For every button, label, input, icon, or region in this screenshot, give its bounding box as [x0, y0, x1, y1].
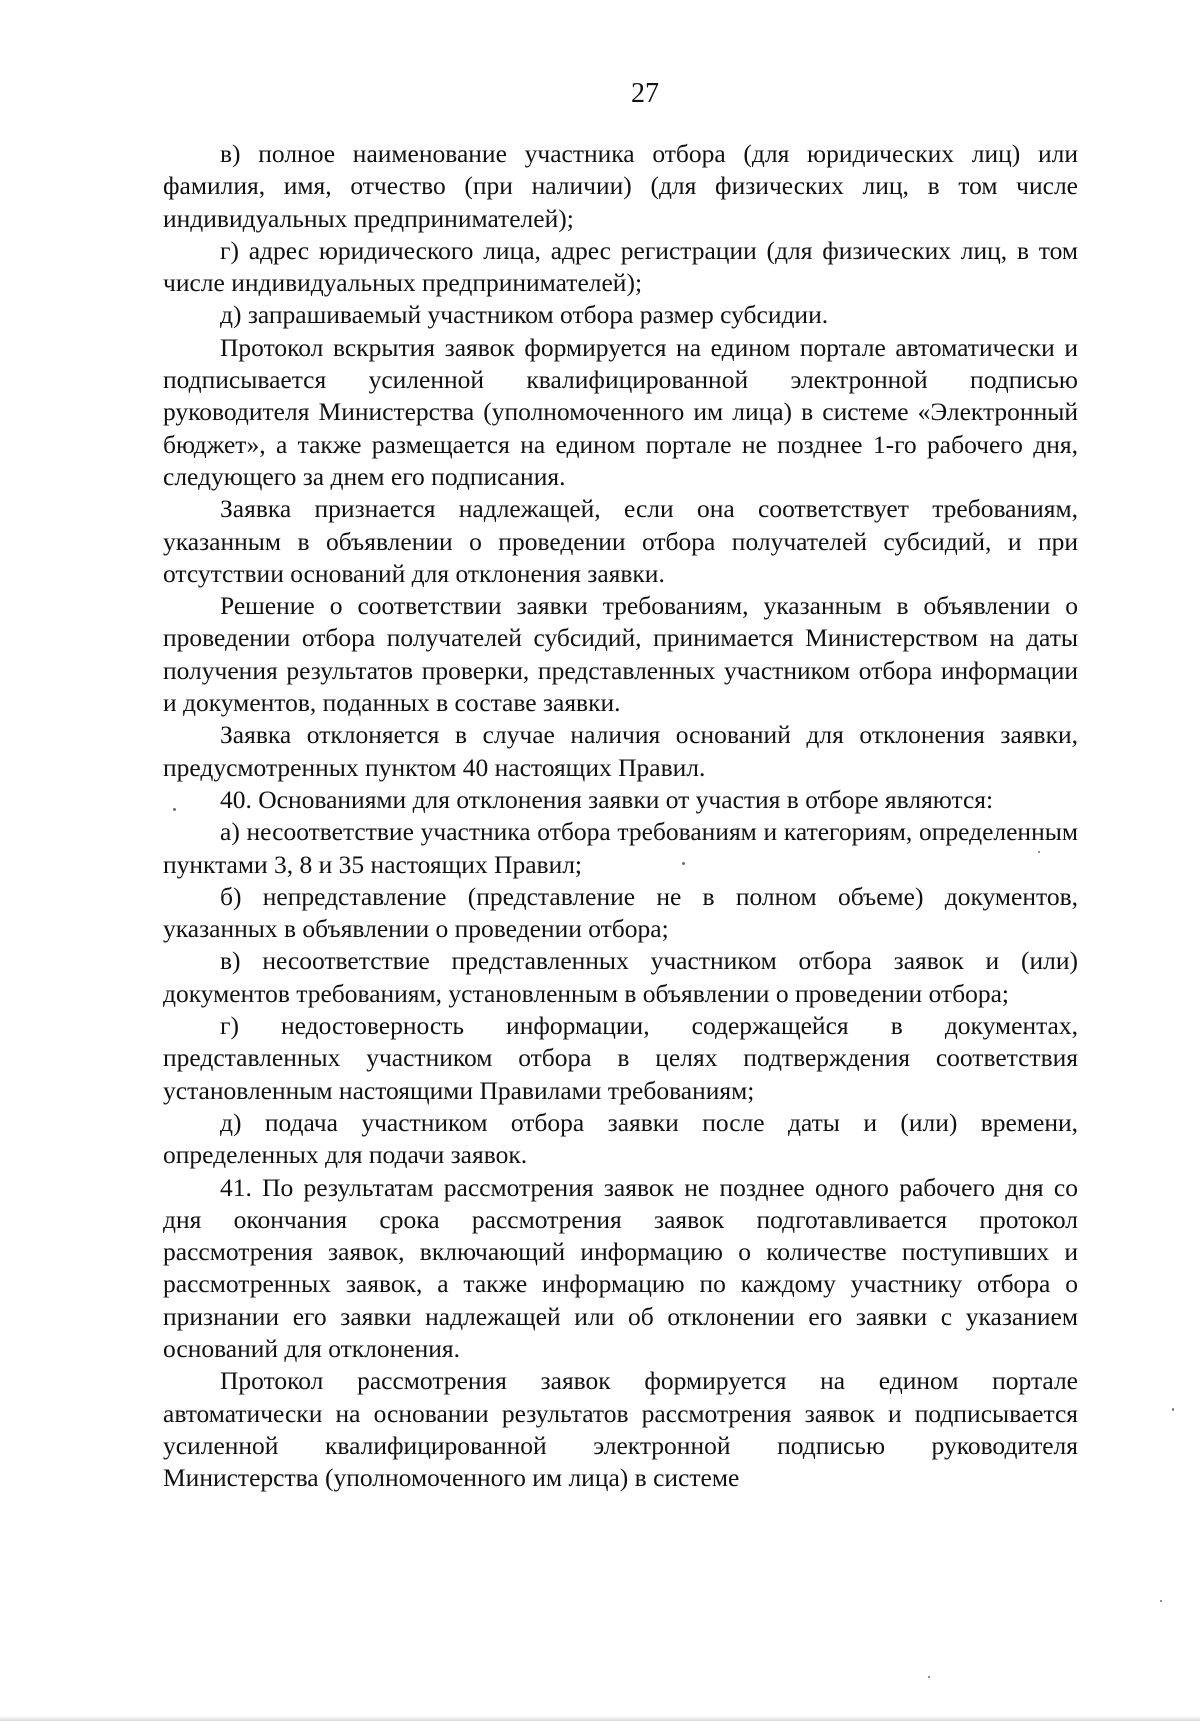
paragraph: 41. По результатам рассмотрения заявок не позднее одного рабочего дня со дня окончания срока рассмотрения заявок подготавливается протокол рассмотрения заявок, включающий информацию о количестве поступивших и рассмотренных заявок, а также информацию по каждому участнику отбора о признании его заявки надлежащей или об отклонении его заявки с указанием оснований для отклонения.: [163, 1172, 1078, 1363]
scan-speck: [1038, 851, 1040, 853]
paragraph: Протокол вскрытия заявок формируется на едином портале автоматически и подписывается усиленной квалифицированной электронной подписью руководителя Министерства (уполномоченного им лица) в системе «Электронный бюджет», а также размещается на едином портале не позднее 1-го рабочего дня, следующего за днем его подписания.: [163, 332, 1078, 491]
scan-speck: [682, 862, 685, 865]
paragraph: Заявка признается надлежащей, если она соответствует требованиям, указанным в объявлении о проведении отбора получателей субсидий, и при отсутствии оснований для отклонения заявки.: [163, 494, 1078, 588]
scan-speck: [173, 808, 176, 811]
page-bottom-edge: [0, 1716, 1200, 1721]
paragraph: в) несоответствие представленных участником отбора заявок и (или) документов требованиям, установленным в объявлении о проведении отбора;: [163, 946, 1078, 1008]
paragraph: г) адрес юридического лица, адрес регистрации (для физических лиц, в том числе индивидуальных предпринимателей);: [163, 235, 1078, 298]
paragraph: д) запрашиваемый участником отбора размер субсидии.: [220, 300, 829, 330]
page-number: 27: [631, 78, 659, 109]
paragraph: Протокол рассмотрения заявок формируется на едином портале автоматически на основании результатов рассмотрения заявок и подписывается усиленной квалифицированной электронной подписью руководителя Министерства (уполномоченного им лица) в системе: [163, 1366, 1078, 1493]
paragraph: а) несоответствие участника отбора требованиям и категориям, определенным пунктами 3, 8 и 35 настоящих Правил;: [163, 817, 1078, 879]
scan-speck: [928, 1676, 930, 1678]
paragraph: 40. Основаниями для отклонения заявки от участия в отборе являются:: [220, 784, 994, 814]
paragraph: Заявка отклоняется в случае наличия оснований для отклонения заявки, предусмотренных пунктом 40 настоящих Правил.: [163, 720, 1078, 782]
paragraph: Решение о соответствии заявки требованиям, указанным в объявлении о проведении отбора получателей субсидий, принимается Министерством на даты получения результатов проверки, представленных участником отбора информации и документов, поданных в составе заявки.: [163, 591, 1078, 718]
scan-speck: [1172, 1408, 1174, 1411]
paragraph: в) полное наименование участника отбора (для юридических лиц) или фамилия, имя, отчество (при наличии) (для физических лиц, в том числе индивидуальных предпринимателей);: [163, 139, 1078, 233]
paragraph: д) подача участником отбора заявки после даты и (или) времени, определенных для подачи заявок.: [163, 1107, 1078, 1170]
paragraph: б) непредставление (представление не в полном объеме) документов, указанных в объявлении о проведении отбора;: [163, 881, 1078, 944]
paragraph: г) недостоверность информации, содержащейся в документах, представленных участником отбора в целях подтверждения соответствия установленным настоящими Правилами требованиям;: [163, 1011, 1078, 1105]
document-body: [163, 138, 1078, 1494]
scan-speck: [1160, 1600, 1162, 1602]
